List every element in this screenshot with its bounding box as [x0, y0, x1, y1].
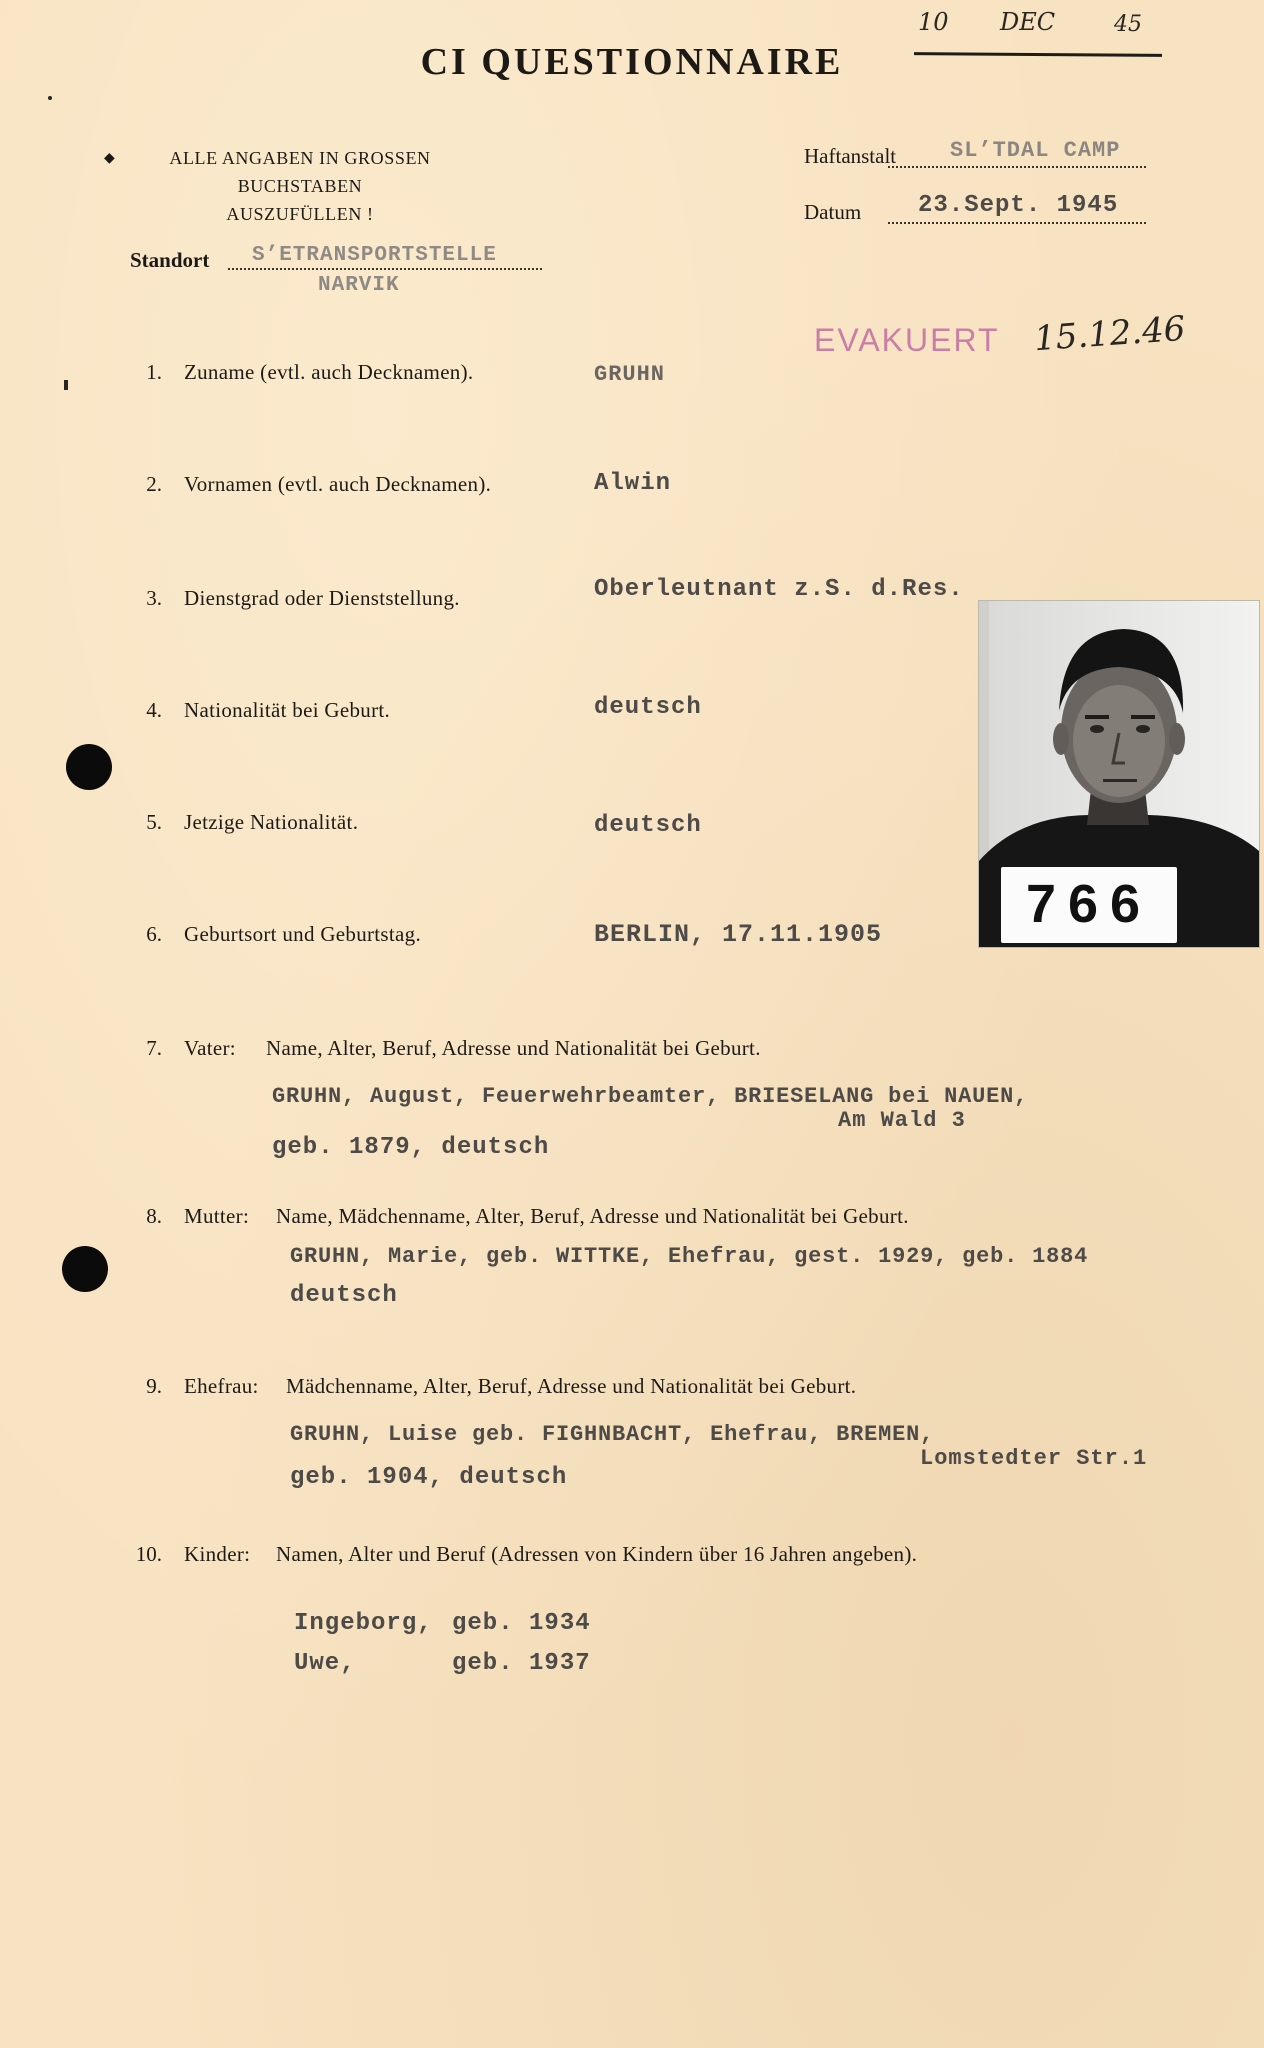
question-9-number: 9. [146, 1374, 162, 1398]
question-8-answer-line-1: GRUHN, Marie, geb. WITTKE, Ehefrau, gest. 1929, geb. 1884 [290, 1244, 1089, 1269]
question-7-label: Name, Alter, Beruf, Adresse und Nationalität bei Geburt. [266, 1036, 761, 1060]
prisoner-photo [978, 600, 1260, 948]
question-6-number: 6. [146, 922, 162, 946]
question-5-number: 5. [146, 810, 162, 834]
question-7-label-title: Vater: [184, 1036, 236, 1060]
instructions [120, 144, 480, 228]
question-6-answer: BERLIN, 17.11.1905 [594, 920, 883, 949]
child-1-born: geb. 1934 [452, 1610, 591, 1637]
haftanstalt-dotted-line [888, 166, 1146, 168]
question-4-answer: deutsch [594, 694, 702, 721]
handwritten-date-year: 45 [1114, 12, 1142, 37]
prisoner-number: 766 [1025, 874, 1153, 934]
question-9-answer-line-2: geb. 1904, deutsch [290, 1464, 568, 1491]
question-3-label: Dienstgrad oder Dienststellung. [184, 586, 460, 610]
datum-dotted-line [888, 222, 1146, 224]
question-6-label: Geburtsort und Geburtstag. [184, 922, 422, 946]
margin-speck [48, 96, 52, 100]
question-7-answer-line-2: geb. 1879, deutsch [272, 1134, 550, 1161]
question-2-answer: Alwin [594, 470, 672, 497]
question-9-answer-address: Lomstedter Str.1 [920, 1446, 1148, 1471]
standort-value-line-2: NARVIK [318, 274, 400, 297]
datum-label: Datum [804, 200, 862, 224]
question-3-answer: Oberleutnant z.S. d.Res. [594, 576, 964, 603]
child-2-name: Uwe, [294, 1650, 356, 1677]
prisoner-number-card [1001, 867, 1177, 943]
datum-value: 23.Sept. 1945 [918, 192, 1119, 219]
question-7-number: 7. [146, 1036, 162, 1060]
question-10-label: Namen, Alter und Beruf (Adressen von Kindern über 16 Jahren angeben). [276, 1542, 918, 1566]
question-5-label: Jetzige Nationalität. [184, 810, 359, 834]
question-9-answer-line-1: GRUHN, Luise geb. FIGHNBACHT, Ehefrau, BREMEN, [290, 1422, 935, 1447]
child-2-born: geb. 1937 [452, 1650, 591, 1677]
question-1-answer: GRUHN [594, 362, 666, 387]
question-10-number: 10. [135, 1542, 162, 1566]
bullet-icon: ◆ [104, 151, 115, 166]
instruction-line-1: ALLE ANGABEN IN GROSSEN BUCHSTABEN [169, 148, 431, 196]
instruction-line-2: AUSZUFÜLLEN ! [226, 204, 374, 224]
question-8-label: Name, Mädchenname, Alter, Beruf, Adresse und Nationalität bei Geburt. [276, 1204, 909, 1228]
question-4-number: 4. [146, 698, 162, 722]
punch-hole-top [66, 744, 112, 790]
question-3-number: 3. [146, 586, 162, 610]
question-8-number: 8. [146, 1204, 162, 1228]
question-9-label: Mädchenname, Alter, Beruf, Adresse und Nationalität bei Geburt. [286, 1374, 857, 1398]
question-10-label-title: Kinder: [184, 1542, 251, 1566]
handwritten-date-month: DEC [1000, 8, 1056, 36]
punch-hole-bottom [62, 1246, 108, 1292]
question-8-label-title: Mutter: [184, 1204, 250, 1228]
haftanstalt-label: Haftanstalt [804, 144, 897, 168]
evakuert-stamp: EVAKUERT [814, 322, 1000, 358]
question-1-number: 1. [146, 360, 162, 384]
standort-dotted-line [228, 268, 542, 270]
question-2-number: 2. [146, 472, 162, 496]
margin-speck [64, 380, 68, 390]
standort-value-line-1: S’ETRANSPORTSTELLE [252, 244, 497, 267]
question-5-answer: deutsch [594, 812, 702, 839]
question-2-label: Vornamen (evtl. auch Decknamen). [184, 472, 492, 496]
standort-label: Standort [130, 248, 210, 272]
stamp-handwritten-date: 15.12.46 [1032, 308, 1187, 360]
page-title: CI QUESTIONNAIRE [420, 41, 844, 83]
question-7-answer-address: Am Wald 3 [838, 1108, 966, 1133]
question-8-answer-line-2: deutsch [290, 1282, 398, 1309]
question-7-answer-line-1: GRUHN, August, Feuerwehrbeamter, BRIESELANG bei NAUEN, [272, 1084, 1029, 1109]
question-9-label-title: Ehefrau: [184, 1374, 259, 1398]
handwritten-date-day: 10 [918, 8, 949, 36]
child-1-name: Ingeborg, [294, 1610, 433, 1637]
question-1-label: Zuname (evtl. auch Decknamen). [184, 360, 474, 384]
question-4-label: Nationalität bei Geburt. [184, 698, 391, 722]
haftanstalt-value: SL’TDAL CAMP [950, 138, 1121, 163]
